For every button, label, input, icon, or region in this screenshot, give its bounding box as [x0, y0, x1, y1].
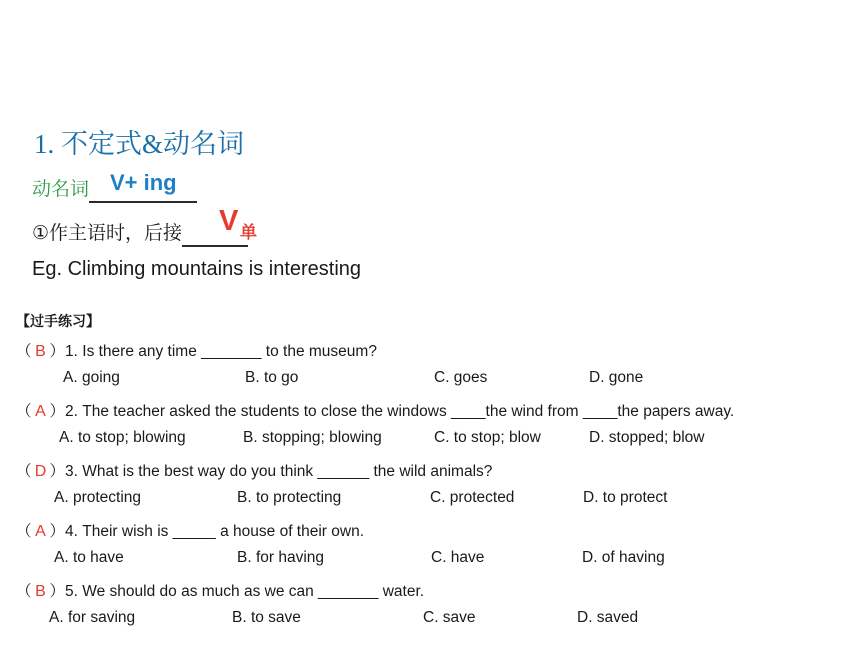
- question-5-option-d: D. saved: [577, 609, 639, 626]
- question-2: [16, 399, 734, 421]
- question-2-option-b: B. stopping; blowing: [243, 429, 382, 446]
- gerund-label: 动名词: [32, 179, 90, 200]
- question-3-option-a: A. protecting: [54, 489, 142, 506]
- open-paren: （: [16, 403, 32, 420]
- question-5: [16, 579, 424, 601]
- question-2-text: 2. The teacher asked the students to close the windows ____the wind from ____the papers away.: [65, 403, 735, 420]
- open-paren: （: [16, 523, 32, 540]
- open-paren: （: [16, 463, 32, 480]
- question-3-option-d: D. to protect: [583, 489, 668, 506]
- question-5-answer: B: [35, 583, 46, 600]
- close-paren: ）: [49, 583, 66, 600]
- question-2-option-d: D. stopped; blow: [589, 429, 705, 446]
- close-paren: ）: [49, 403, 66, 420]
- close-paren: ）: [49, 523, 66, 540]
- question-3-option-b: B. to protecting: [237, 489, 342, 506]
- gerund-answer: V+ ing: [110, 170, 177, 195]
- question-4-text: 4. Their wish is _____ a house of their own.: [65, 523, 365, 540]
- question-3: [16, 459, 492, 481]
- question-4: [16, 519, 364, 541]
- close-paren: ）: [49, 463, 66, 480]
- open-paren: （: [16, 583, 32, 600]
- practice-heading: 【过手练习】: [16, 313, 100, 329]
- question-4-option-b: B. for having: [237, 549, 325, 566]
- question-1: [16, 339, 377, 361]
- open-paren: （: [16, 343, 32, 360]
- question-2-option-c: C. to stop; blow: [434, 429, 541, 446]
- question-1-option-b: B. to go: [245, 369, 299, 386]
- question-2-option-a: A. to stop; blowing: [59, 429, 186, 446]
- question-5-option-b: B. to save: [232, 609, 301, 626]
- question-3-text: 3. What is the best way do you think ______ the wild animals?: [65, 463, 493, 480]
- subject-rule-answer-main: V: [219, 205, 239, 237]
- subject-rule-answer-sub: 单: [240, 223, 257, 242]
- close-paren: ）: [49, 343, 66, 360]
- question-3-answer: D: [34, 463, 47, 480]
- question-5-text: 5. We should do as much as we can _______ water.: [65, 583, 425, 600]
- question-1-option-a: A. going: [63, 369, 120, 386]
- slide-title: 1. 不定式&动名词: [34, 129, 245, 159]
- question-4-option-d: D. of having: [582, 549, 665, 566]
- question-4-option-a: A. to have: [54, 549, 124, 566]
- question-1-option-c: C. goes: [434, 369, 488, 386]
- subject-rule-line: [32, 218, 248, 247]
- question-5-option-a: A. for saving: [49, 609, 136, 626]
- question-3-option-c: C. protected: [430, 489, 515, 506]
- question-1-option-d: D. gone: [589, 369, 644, 386]
- question-1-answer: B: [35, 343, 46, 360]
- question-4-answer: A: [35, 523, 46, 540]
- question-1-text: 1. Is there any time _______ to the museum?: [65, 343, 377, 360]
- example-sentence: Eg. Climbing mountains is interesting: [32, 258, 362, 280]
- question-4-option-c: C. have: [431, 549, 485, 566]
- question-2-answer: A: [35, 403, 46, 420]
- subject-rule-text: ①作主语时，后接: [32, 223, 183, 244]
- question-5-option-c: C. save: [423, 609, 476, 626]
